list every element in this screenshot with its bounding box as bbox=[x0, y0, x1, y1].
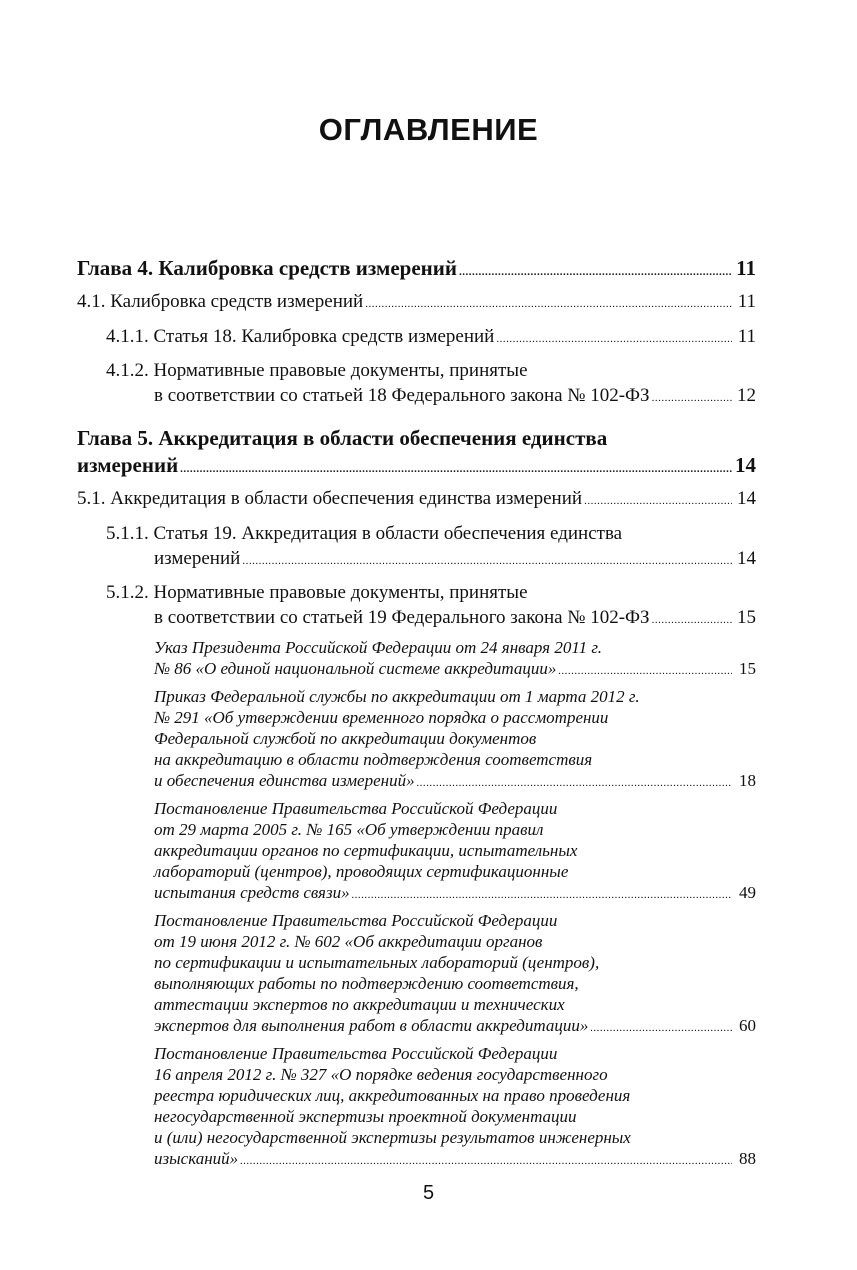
toc-entry-text: измерений bbox=[77, 453, 179, 477]
toc-entry-document-2[interactable] bbox=[77, 686, 756, 794]
toc-entry-text: Глава 5. Аккредитация в области обеспечения единства bbox=[77, 426, 608, 450]
toc-entry-chapter-4[interactable] bbox=[77, 255, 756, 286]
leader-dots bbox=[352, 885, 732, 906]
toc-entry-text: 5.1.2. Нормативные правовые документы, принятые bbox=[106, 582, 528, 603]
page-number: 5 bbox=[422, 1182, 435, 1204]
toc-page-number: 15 bbox=[739, 659, 756, 678]
page-title: ОГЛАВЛЕНИЕ bbox=[318, 112, 539, 147]
leader-dots bbox=[242, 549, 732, 574]
toc-entry-text: на аккредитацию в области подтверждения соответствия bbox=[154, 750, 593, 769]
toc-entry-text: измерений bbox=[154, 548, 241, 569]
toc-page-number: 14 bbox=[735, 453, 756, 477]
leader-dots bbox=[652, 608, 732, 633]
toc-entry-text: от 29 марта 2005 г. № 165 «Об утверждении правил bbox=[154, 820, 544, 839]
toc-page-number: 88 bbox=[739, 1149, 756, 1168]
toc-entry-5-1-1[interactable] bbox=[77, 521, 756, 574]
toc-page-number: 11 bbox=[737, 291, 756, 312]
toc-page-number: 60 bbox=[739, 1016, 756, 1035]
toc-entry-document-5[interactable] bbox=[77, 1043, 756, 1172]
toc-entry-4-1[interactable] bbox=[77, 288, 756, 318]
toc-page-number: 11 bbox=[737, 326, 756, 347]
toc-entry-text: Глава 4. Калибровка средств измерений bbox=[77, 256, 457, 280]
toc-entry-text: от 19 июня 2012 г. № 602 «Об аккредитации органов bbox=[154, 932, 543, 951]
toc-page-number: 18 bbox=[739, 771, 756, 790]
toc-entry-5-1[interactable] bbox=[77, 485, 756, 515]
toc-entry-text: Указ Президента Российской Федерации от 24 января 2011 г. bbox=[154, 638, 602, 657]
toc-page-number: 14 bbox=[737, 488, 756, 509]
toc-entry-document-1[interactable] bbox=[77, 637, 756, 682]
toc-entry-text: Постановление Правительства Российской Федерации bbox=[154, 911, 558, 930]
toc-page-number: 12 bbox=[737, 385, 756, 406]
leader-dots bbox=[584, 488, 732, 515]
toc-entry-text: 16 апреля 2012 г. № 327 «О порядке ведения государственного bbox=[154, 1065, 608, 1084]
toc-entry-text: № 86 «О единой национальной системе аккредитации» bbox=[154, 659, 557, 678]
leader-dots bbox=[590, 1018, 732, 1039]
toc-entry-text: реестра юридических лиц, аккредитованных на право проведения bbox=[154, 1086, 631, 1105]
leader-dots bbox=[240, 1151, 732, 1172]
toc-entry-text: изысканий» bbox=[154, 1149, 239, 1168]
leader-dots bbox=[652, 386, 732, 411]
toc-entry-chapter-5[interactable] bbox=[77, 425, 756, 483]
toc-entry-text: испытания средств связи» bbox=[154, 883, 350, 902]
toc-entry-text: аккредитации органов по сертификации, испытательных bbox=[154, 841, 578, 860]
toc-entry-4-1-2[interactable] bbox=[77, 358, 756, 411]
toc-page-number: 11 bbox=[736, 256, 756, 280]
toc-entry-text: в соответствии со статьей 18 Федерального закона № 102-ФЗ bbox=[154, 385, 650, 406]
toc-entry-text: 5.1. Аккредитация в области обеспечения единства измерений bbox=[77, 488, 583, 509]
table-of-contents bbox=[77, 255, 756, 1172]
toc-entry-document-3[interactable] bbox=[77, 798, 756, 906]
toc-entry-text: и обеспечения единства измерений» bbox=[154, 771, 415, 790]
toc-entry-text: выполняющих работы по подтверждению соответствия, bbox=[154, 974, 579, 993]
toc-entry-text: по сертификации и испытательных лабораторий (центров), bbox=[154, 953, 600, 972]
toc-entry-text: негосударственной экспертизы проектной документации bbox=[154, 1107, 577, 1126]
toc-entry-text: Приказ Федеральной службы по аккредитации от 1 марта 2012 г. bbox=[154, 687, 640, 706]
toc-page-number: 49 bbox=[739, 883, 756, 902]
toc-entry-text: лабораторий (центров), проводящих сертификационные bbox=[154, 862, 569, 881]
toc-entry-text: и (или) негосударственной экспертизы результатов инженерных bbox=[154, 1128, 631, 1147]
leader-dots bbox=[459, 259, 732, 286]
toc-page-number: 15 bbox=[737, 607, 756, 628]
leader-dots bbox=[365, 291, 732, 318]
toc-entry-text: аттестации экспертов по аккредитации и технических bbox=[154, 995, 565, 1014]
toc-entry-document-4[interactable] bbox=[77, 910, 756, 1039]
leader-dots bbox=[496, 327, 732, 352]
toc-entry-5-1-2[interactable] bbox=[77, 580, 756, 633]
toc-entry-text: в соответствии со статьей 19 Федерального закона № 102-ФЗ bbox=[154, 607, 650, 628]
toc-entry-text: № 291 «Об утверждении временного порядка о рассмотрении bbox=[154, 708, 609, 727]
toc-entry-text: Постановление Правительства Российской Федерации bbox=[154, 1044, 558, 1063]
toc-entry-text: 4.1. Калибровка средств измерений bbox=[77, 291, 364, 312]
toc-entry-text: 4.1.1. Статья 18. Калибровка средств измерений bbox=[106, 326, 495, 347]
toc-entry-text: экспертов для выполнения работ в области аккредитации» bbox=[154, 1016, 589, 1035]
toc-entry-4-1-1[interactable] bbox=[77, 324, 756, 352]
toc-entry-text: 4.1.2. Нормативные правовые документы, принятые bbox=[106, 360, 528, 381]
leader-dots bbox=[558, 661, 732, 682]
leader-dots bbox=[180, 456, 732, 483]
toc-entry-text: 5.1.1. Статья 19. Аккредитация в области обеспечения единства bbox=[106, 523, 623, 544]
toc-page-number: 14 bbox=[737, 548, 756, 569]
toc-entry-text: Федеральной службой по аккредитации документов bbox=[154, 729, 537, 748]
toc-entry-text: Постановление Правительства Российской Федерации bbox=[154, 799, 558, 818]
leader-dots bbox=[417, 773, 732, 794]
